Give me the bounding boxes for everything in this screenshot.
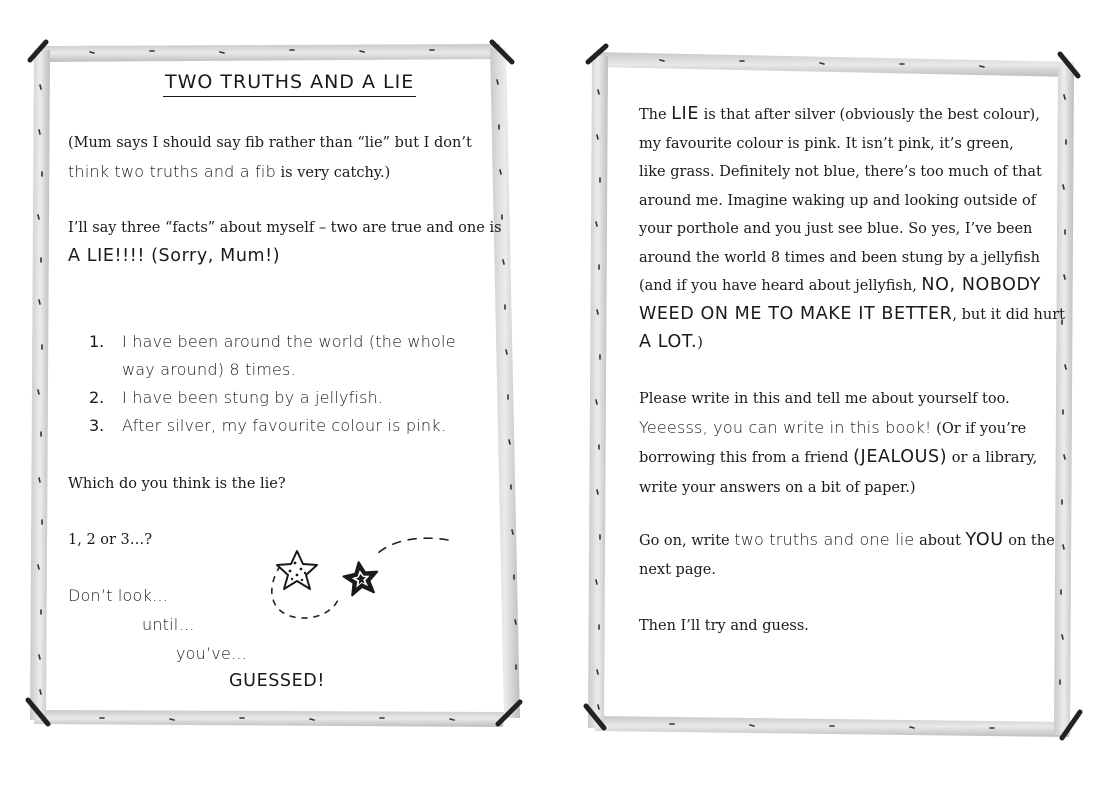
facts-line-1: I’ll say three “facts” about myself – two are true and one is [68,220,502,236]
body-text: your porthole and you just see blue. So yes, I’ve been [639,221,1033,237]
list-item-number: 2. [89,388,105,407]
intro-line-1: (Mum says I should say fib rather than “lie” but I don’t [68,135,472,151]
right-para2-line [639,388,1010,409]
body-text: ) [697,335,703,351]
list-item-text-cont: way around) 8 times. [122,360,296,379]
handwritten-text: LIE [671,104,699,124]
right-para1-line [639,275,1041,296]
intro-line-2-rest: is very catchy.) [275,165,391,181]
body-text: Go on, write [639,533,735,549]
body-text: my favourite colour is pink. It isn’t pink, it’s green, [639,135,1014,152]
step-text: Don’t look… [68,586,169,605]
step-text-guessed: GUESSED! [229,671,325,691]
body-text: on the [1003,533,1055,549]
list-item-text: I have been around the world (the whole [122,332,456,351]
handwritten-phrase: think two truths and a fib [68,162,276,181]
right-para1-line [639,190,1036,211]
body-text: around the world 8 times and been stung by a jellyfish [639,249,1040,266]
list-item-number: 1. [89,332,105,351]
right-para1-line [639,304,1065,325]
body-text: write your answers on a bit of paper.) [639,479,916,496]
body-text: Please write in this and tell me about yourself too. [639,391,1010,407]
body-text: (Or if you’re [931,420,1027,437]
body-text: is that after silver (obviously the best colour), [698,107,1040,123]
right-para1-line [639,218,1032,239]
handwritten-text: YOU [965,530,1004,550]
right-para2-line [639,418,1026,439]
right-para1-line [639,332,703,353]
handwritten-text: two truths and one lie [734,530,915,549]
handwritten-text: Yeeesss, you can write in this book! [639,417,932,437]
handwritten-text: (JEALOUS) [853,447,948,467]
step-text: until… [142,615,195,634]
body-text: Then I’ll try and guess. [639,618,809,634]
body-text: like grass. Definitely not blue, there’s too much of that [639,164,1042,180]
body-text: or a library, [947,450,1038,466]
right-para2-line [639,447,1037,468]
body-text: The [639,107,672,123]
right-para1-line [639,161,1042,182]
handwritten-text: NO, NOBODY [921,275,1041,295]
right-para3-line [639,559,716,580]
right-para1-line [639,247,1040,268]
body-text: (and if you have heard about jellyfish, [639,278,922,294]
list-item-text: After silver, my favourite colour is pink. [122,416,446,435]
options-text: 1, 2 or 3…? [68,532,153,548]
step-text: you’ve… [176,644,248,663]
body-text: next page. [639,562,716,578]
right-para3-line [639,530,1055,551]
right-para1-line [639,104,1040,125]
right-para1-line [639,133,1014,154]
body-text: about [914,533,966,549]
facts-line-2: A LIE!!!! (Sorry, Mum!) [68,246,281,266]
question-text: Which do you think is the lie? [68,476,286,492]
page-title: TWO TRUTHS AND A LIE [163,70,416,97]
body-text: around me. Imagine waking up and looking outside of [639,192,1037,209]
handwritten-text: A LOT. [639,332,698,352]
body-text: , but it did hurt [952,306,1065,323]
list-item-number: 3. [89,416,105,435]
right-para4-line [639,615,809,636]
handwritten-text: WEED ON ME TO MAKE IT BETTER [639,303,953,324]
right-para2-line [639,477,916,498]
list-item-text: I have been stung by a jellyfish. [122,388,384,407]
body-text: borrowing this from a friend [639,450,854,466]
